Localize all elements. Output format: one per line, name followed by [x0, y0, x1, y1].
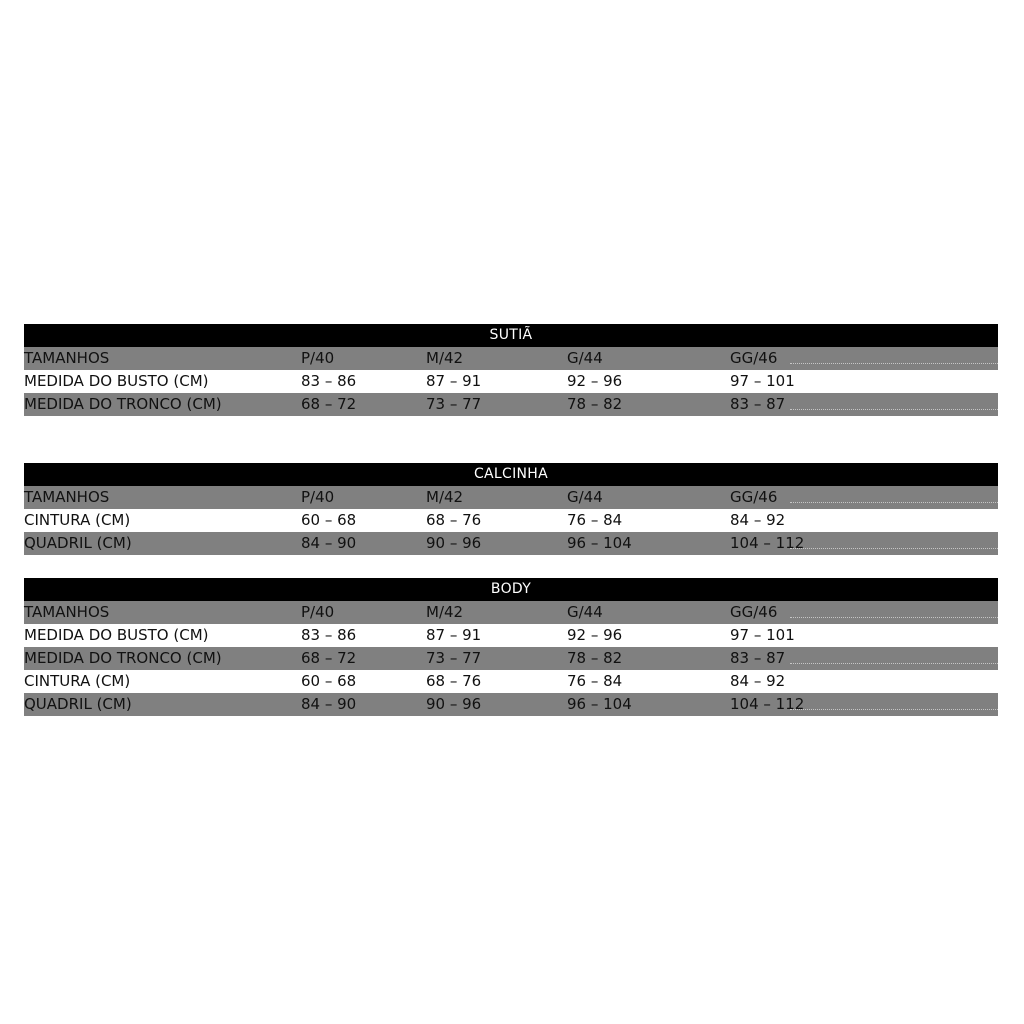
- table-cell: 68 – 72: [301, 395, 357, 413]
- table-cell: 83 – 86: [301, 626, 357, 644]
- table-row: [24, 532, 998, 555]
- row-label: TAMANHOS: [24, 488, 110, 506]
- table-cell: P/40: [301, 603, 335, 621]
- dotted-filler: [790, 617, 998, 618]
- table-cell: 92 – 96: [567, 372, 623, 390]
- table-cell: 68 – 72: [301, 649, 357, 667]
- table-cell: 76 – 84: [567, 672, 623, 690]
- dotted-filler: [790, 709, 998, 710]
- table-cell: 87 – 91: [426, 372, 482, 390]
- table-cell: M/42: [426, 349, 464, 367]
- table-cell: 60 – 68: [301, 511, 357, 529]
- table-row: [24, 370, 998, 393]
- size-table-body: [24, 578, 998, 716]
- row-label: MEDIDA DO BUSTO (CM): [24, 372, 209, 390]
- table-cell: G/44: [567, 603, 603, 621]
- table-cell: 90 – 96: [426, 534, 482, 552]
- table-row: [24, 347, 998, 370]
- size-table-calcinha: [24, 463, 998, 555]
- table-cell: 83 – 87: [730, 649, 786, 667]
- table-cell: 92 – 96: [567, 626, 623, 644]
- table-cell: GG/46: [730, 488, 778, 506]
- row-label: MEDIDA DO TRONCO (CM): [24, 395, 222, 413]
- table-cell: 68 – 76: [426, 672, 482, 690]
- row-label: QUADRIL (CM): [24, 695, 132, 713]
- table-cell: M/42: [426, 488, 464, 506]
- table-cell: 83 – 87: [730, 395, 786, 413]
- table-row: [24, 509, 998, 532]
- table-cell: 84 – 90: [301, 534, 357, 552]
- row-label: TAMANHOS: [24, 349, 110, 367]
- table-row: [24, 670, 998, 693]
- table-cell: P/40: [301, 488, 335, 506]
- table-cell: GG/46: [730, 349, 778, 367]
- table-cell: 73 – 77: [426, 649, 482, 667]
- table-cell: 104 – 112: [730, 695, 805, 713]
- table-cell: M/42: [426, 603, 464, 621]
- table-cell: 73 – 77: [426, 395, 482, 413]
- table-cell: 83 – 86: [301, 372, 357, 390]
- table-row: [24, 393, 998, 416]
- table-cell: P/40: [301, 349, 335, 367]
- table-cell: 96 – 104: [567, 695, 632, 713]
- table-cell: 90 – 96: [426, 695, 482, 713]
- table-cell: 84 – 90: [301, 695, 357, 713]
- table-cell: 76 – 84: [567, 511, 623, 529]
- table-cell: 84 – 92: [730, 672, 786, 690]
- table-cell: 96 – 104: [567, 534, 632, 552]
- dotted-filler: [790, 548, 998, 549]
- table-title: CALCINHA: [24, 463, 998, 486]
- table-cell: G/44: [567, 488, 603, 506]
- size-table-sutia: [24, 324, 998, 416]
- dotted-filler: [790, 363, 998, 364]
- table-cell: 78 – 82: [567, 649, 623, 667]
- dotted-filler: [790, 663, 998, 664]
- row-label: MEDIDA DO TRONCO (CM): [24, 649, 222, 667]
- table-cell: 87 – 91: [426, 626, 482, 644]
- table-cell: 78 – 82: [567, 395, 623, 413]
- dotted-filler: [790, 502, 998, 503]
- table-cell: 97 – 101: [730, 372, 795, 390]
- table-row: [24, 624, 998, 647]
- row-label: QUADRIL (CM): [24, 534, 132, 552]
- table-cell: 104 – 112: [730, 534, 805, 552]
- row-label: CINTURA (CM): [24, 672, 131, 690]
- table-title: SUTIÃ: [24, 324, 998, 347]
- table-title: BODY: [24, 578, 998, 601]
- row-label: MEDIDA DO BUSTO (CM): [24, 626, 209, 644]
- table-cell: 68 – 76: [426, 511, 482, 529]
- table-row: [24, 693, 998, 716]
- table-cell: 97 – 101: [730, 626, 795, 644]
- row-label: CINTURA (CM): [24, 511, 131, 529]
- row-label: TAMANHOS: [24, 603, 110, 621]
- dotted-filler: [790, 409, 998, 410]
- table-cell: GG/46: [730, 603, 778, 621]
- table-row: [24, 647, 998, 670]
- table-row: [24, 601, 998, 624]
- table-cell: 84 – 92: [730, 511, 786, 529]
- table-cell: 60 – 68: [301, 672, 357, 690]
- table-cell: G/44: [567, 349, 603, 367]
- table-row: [24, 486, 998, 509]
